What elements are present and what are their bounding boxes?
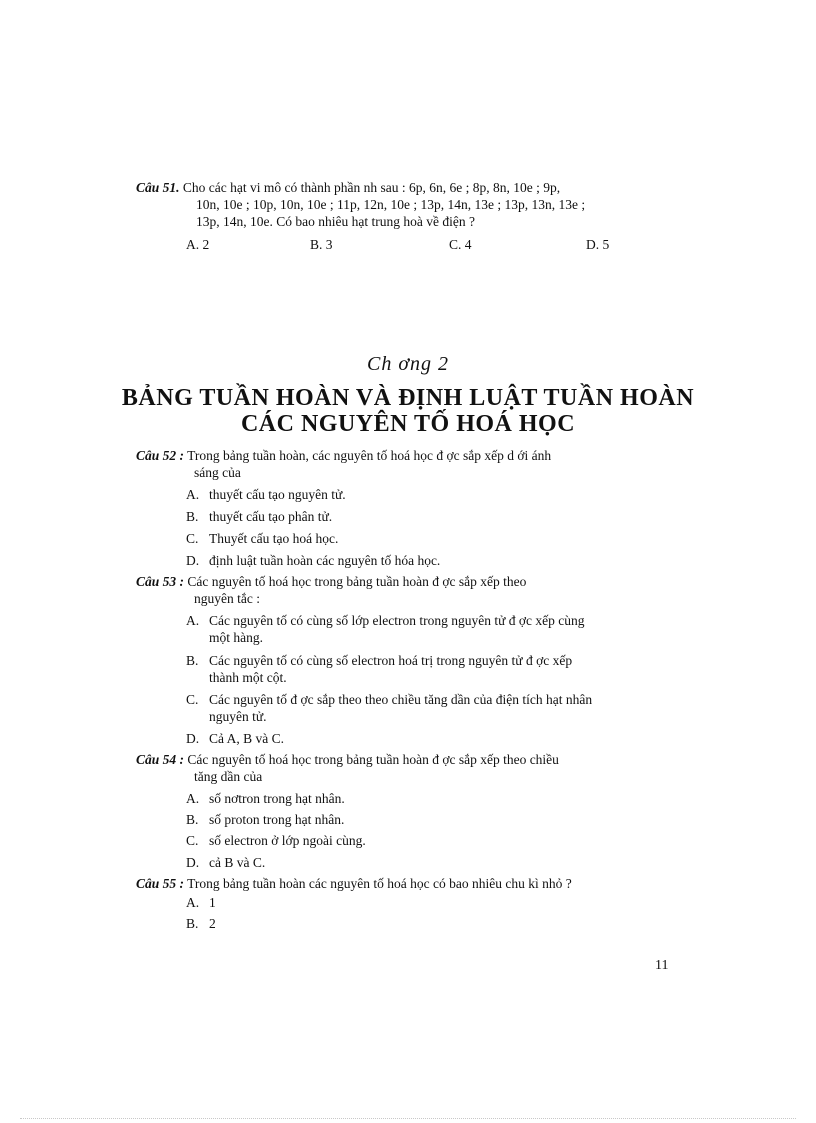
answer-label: C. <box>186 833 199 848</box>
answer-text: Các nguyên tố có cùng số electron hoá trị trong nguyên tử đ ợc xếp <box>209 653 573 668</box>
question-51-line-3: 13p, 14n, 10e. Có bao nhiêu hạt trung hoà về điện ? <box>196 214 475 229</box>
question-52 <box>136 447 681 481</box>
question-54-answer-d <box>186 854 681 871</box>
question-55-answer-b <box>186 915 681 932</box>
answer-label: A. <box>186 613 200 628</box>
question-52-text-1: Trong bảng tuần hoàn, các nguyên tố hoá học đ ợc sắp xếp d ới ánh <box>187 448 552 463</box>
page-number: 11 <box>655 958 669 973</box>
question-53-text-1: Các nguyên tố hoá học trong bảng tuần hoàn đ ợc sắp xếp theo <box>187 574 527 589</box>
answer-text: thuyết cấu tạo phân tử. <box>209 509 333 524</box>
answer-line-2: một hàng. <box>209 630 263 645</box>
question-53-line-2: nguyên tắc : <box>194 591 260 606</box>
answer-text: 1 <box>209 895 216 910</box>
answer-text: số proton trong hạt nhân. <box>209 812 345 827</box>
question-51-option-d: D. 5 <box>586 237 610 252</box>
question-52-line-1 <box>136 447 681 464</box>
answer-text: 2 <box>209 916 216 931</box>
answer-label: A. <box>186 487 200 502</box>
question-53-answer-a <box>186 612 681 646</box>
question-55-answer-a <box>186 894 681 911</box>
answer-label: B. <box>186 812 199 827</box>
answer-label: C. <box>186 531 199 546</box>
answer-label: B. <box>186 509 199 524</box>
chapter-title-line-1: BẢNG TUẦN HOÀN VÀ ĐỊNH LUẬT TUẦN HOÀN <box>121 385 695 411</box>
question-52-number: Câu 52 : <box>136 448 185 463</box>
chapter-title-line-2: CÁC NGUYÊN TỐ HOÁ HỌC <box>240 411 576 437</box>
answer-label: D. <box>186 553 200 568</box>
answer-label: B. <box>186 916 199 931</box>
answer-text: định luật tuần hoàn các nguyên tố hóa học. <box>209 553 441 568</box>
question-51-option-c: C. 4 <box>449 237 472 252</box>
answer-label: B. <box>186 653 199 668</box>
answer-text: số electron ở lớp ngoài cùng. <box>209 833 366 848</box>
answer-line-1 <box>186 691 681 708</box>
question-51 <box>136 179 681 230</box>
answer-label: A. <box>186 791 200 806</box>
question-51-text-1: Cho các hạt vi mô có thành phần nh sau : 6p, 6n, 6e ; 8p, 8n, 10e ; 9p, <box>182 180 561 195</box>
question-54-line-2: tăng dần của <box>194 769 263 784</box>
question-51-number: Câu 51. <box>136 180 180 195</box>
question-52-answer-b <box>186 508 681 525</box>
question-55-text-1: Trong bảng tuần hoàn các nguyên tố hoá học có bao nhiêu chu kì nhỏ ? <box>187 876 572 891</box>
question-51-line-1 <box>136 179 681 196</box>
question-52-answer-a <box>186 486 681 503</box>
page-bottom-divider <box>20 1118 796 1119</box>
answer-label: D. <box>186 855 200 870</box>
question-55 <box>136 875 681 892</box>
answer-line-2: thành một cột. <box>209 670 287 685</box>
question-54-number: Câu 54 : <box>136 752 185 767</box>
question-54-answer-c <box>186 832 681 849</box>
question-55-number: Câu 55 : <box>136 876 185 891</box>
question-53-answer-d <box>186 730 681 747</box>
question-53 <box>136 573 681 607</box>
answer-label: A. <box>186 895 200 910</box>
answer-text: cả B và C. <box>209 855 266 870</box>
question-53-number: Câu 53 : <box>136 574 185 589</box>
question-54-text-1: Các nguyên tố hoá học trong bảng tuần hoàn đ ợc sắp xếp theo chiều <box>187 752 559 767</box>
answer-label: C. <box>186 692 199 707</box>
question-54 <box>136 751 681 785</box>
answer-label: D. <box>186 731 200 746</box>
question-52-line-2: sáng của <box>194 465 241 480</box>
question-54-line-1 <box>136 751 681 768</box>
question-51-option-a: A. 2 <box>186 237 210 252</box>
answer-text: Các nguyên tố đ ợc sắp theo theo chiều tăng dần của điện tích hạt nhân <box>209 692 593 707</box>
answer-text: Các nguyên tố có cùng số lớp electron trong nguyên tử đ ợc xếp cùng <box>209 613 585 628</box>
answer-text: thuyết cấu tạo nguyên tử. <box>209 487 346 502</box>
answer-text: Thuyết cấu tạo hoá học. <box>209 531 339 546</box>
answer-line-1 <box>186 652 681 669</box>
question-53-answer-b <box>186 652 681 686</box>
question-54-answer-b <box>186 811 681 828</box>
question-51-line-2: 10n, 10e ; 10p, 10n, 10e ; 11p, 12n, 10e ; 13p, 14n, 13e ; 13p, 13n, 13e ; <box>196 197 586 212</box>
question-53-line-1 <box>136 573 681 590</box>
question-51-option-b: B. 3 <box>310 237 333 252</box>
answer-text: số nơtron trong hạt nhân. <box>209 791 345 806</box>
question-54-answer-a <box>186 790 681 807</box>
question-52-answer-c <box>186 530 681 547</box>
question-53-answer-c <box>186 691 681 725</box>
question-55-line-1 <box>136 875 681 892</box>
answer-line-1 <box>186 612 681 629</box>
question-52-answer-d <box>186 552 681 569</box>
chapter-label: Ch ơng 2 <box>366 353 449 375</box>
answer-line-2: nguyên tử. <box>209 709 267 724</box>
answer-text: Cả A, B và C. <box>209 731 285 746</box>
